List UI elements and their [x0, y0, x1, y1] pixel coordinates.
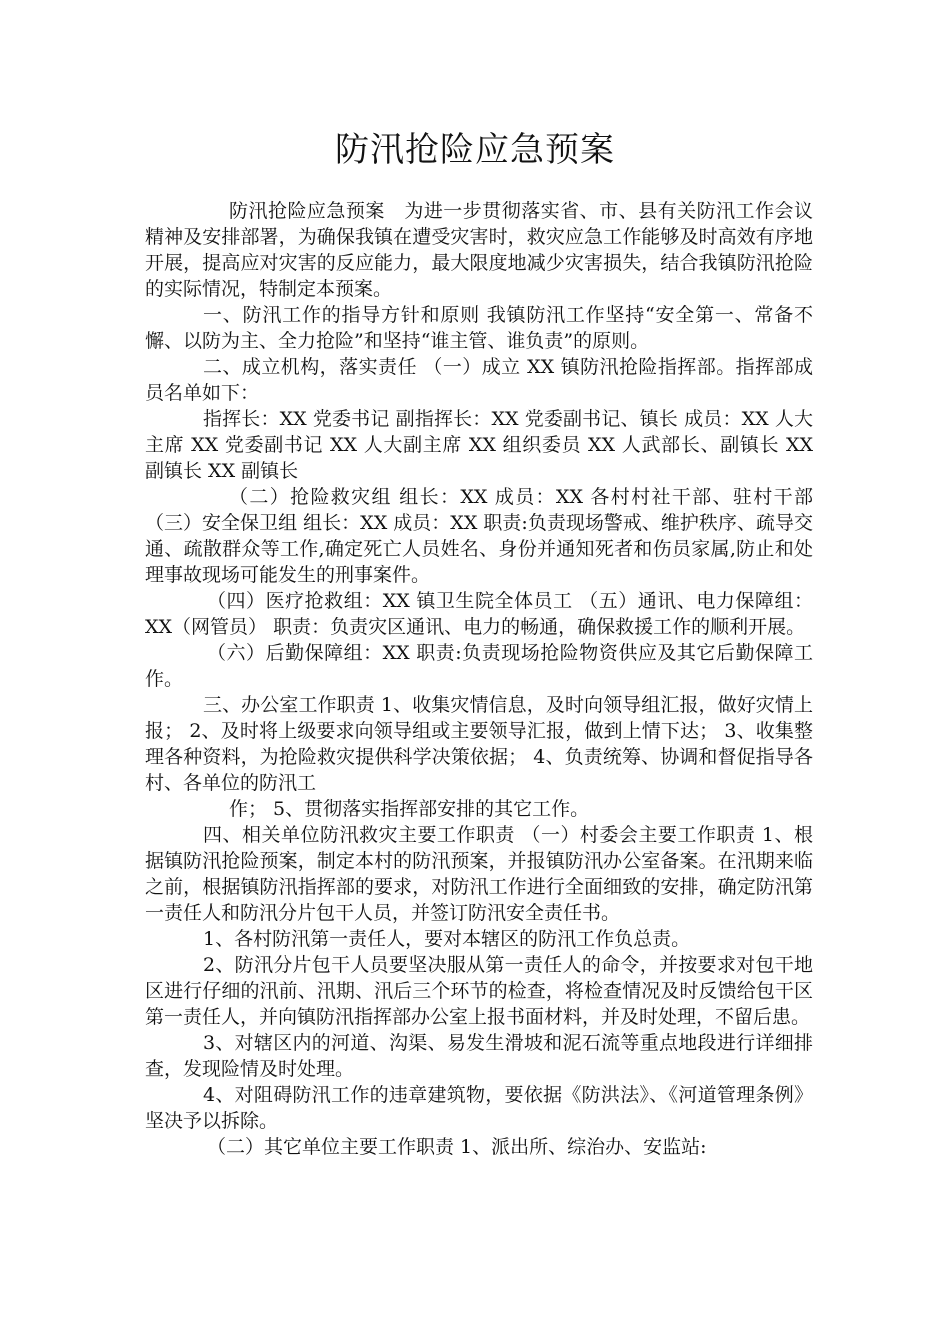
document-body — [145, 198, 813, 1160]
paragraph-guiding-principles: 一、防汛工作的指导方针和原则 我镇防汛工作坚持“安全第一、常备不懈、以防为主、全力抢险”和坚持“谁主管、谁负责”的原则。 — [145, 304, 813, 352]
paragraph-organization: 二、成立机构，落实责任 （一）成立 XX 镇防汛抢险指挥部。指挥部成员名单如下： — [145, 356, 813, 404]
paragraph-village-responsible-person: 1、各村防汛第一责任人，要对本辖区的防汛工作负总责。 — [203, 928, 691, 950]
paragraph-other-units: （二）其它单位主要工作职责 1、派出所、综治办、安监站: — [207, 1136, 707, 1158]
paragraph-rescue-security-groups: （二）抢险救灾组 组长：XX 成员：XX 各村村社干部、驻村干部 （三）安全保卫组 组长：XX 成员：XX 职责:负责现场警戒、维护秩序、疏导交通、疏散群众等工作,确定死亡人员姓名、身份并通知死者和伤员家属,防止和处理事故现场可能发生的刑事案件。 — [145, 486, 813, 586]
paragraph-office-duties: 三、办公室工作职责 1、收集灾情信息，及时向领导组汇报，做好灾情上报； 2、及时将上级要求向领导组或主要领导汇报，做到上情下达； 3、收集整理各种资料，为抢险救灾提供科学决策依据； 4、负责统筹、协调和督促指导各村、各单位的防汛工 — [145, 694, 813, 794]
paragraph-illegal-buildings: 4、对阻碍防汛工作的违章建筑物，要依据《防洪法》、《河道管理条例》坚决予以拆除。 — [145, 1084, 813, 1132]
paragraph-logistics-group: （六）后勤保障组：XX 职责:负责现场抢险物资供应及其它后勤保障工作。 — [145, 642, 813, 690]
paragraph-zone-inspection: 2、防汛分片包干人员要坚决服从第一责任人的命令，并按要求对包干地区进行仔细的汛前、汛期、汛后三个环节的检查，将检查情况及时反馈给包干区第一责任人，并向镇防汛指挥部办公室上报书面材料，并及时处理，不留后患。 — [145, 954, 813, 1028]
document-title: 防汛抢险应急预案 — [335, 130, 615, 170]
paragraph-intro: 防汛抢险应急预案 为进一步贯彻落实省、市、县有关防汛工作会议精神及安排部署，为确保我镇在遭受灾害时，救灾应急工作能够及时高效有序地开展，提高应对灾害的反应能力，最大限度地减少灾害损失，结合我镇防汛抢险的实际情况，特制定本预案。 — [145, 200, 813, 300]
paragraph-command-members: 指挥长：XX 党委书记 副指挥长：XX 党委副书记、镇长 成员：XX 人大主席 XX 党委副书记 XX 人大副主席 XX 组织委员 XX 人武部长、副镇长 XX 副镇长 XX 副镇长 — [145, 408, 813, 482]
paragraph-office-duties-continued: 作； 5、贯彻落实指挥部安排的其它工作。 — [229, 798, 590, 820]
paragraph-medical-communication-groups: （四）医疗抢救组：XX 镇卫生院全体员工 （五）通讯、电力保障组：XX（网管员） 职责：负责灾区通讯、电力的畅通，确保救援工作的顺利开展。 — [145, 590, 813, 638]
paragraph-unit-duties: 四、相关单位防汛救灾主要工作职责 （一）村委会主要工作职责 1、根据镇防汛抢险预案，制定本村的防汛预案，并报镇防汛办公室备案。在汛期来临之前，根据镇防汛指挥部的要求，对防汛工作进行全面细致的安排，确定防汛第一责任人和防汛分片包干人员，并签订防汛安全责任书。 — [145, 824, 813, 924]
paragraph-river-inspection: 3、对辖区内的河道、沟渠、易发生滑坡和泥石流等重点地段进行详细排查，发现险情及时处理。 — [145, 1032, 813, 1080]
